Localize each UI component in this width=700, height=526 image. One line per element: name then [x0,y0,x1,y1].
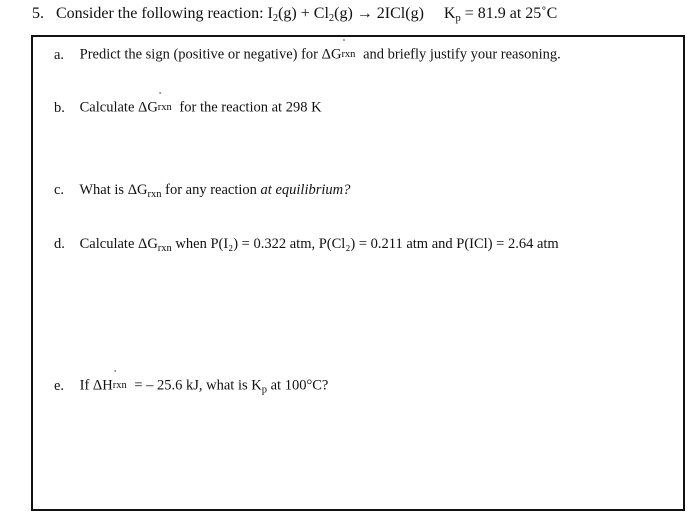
part-c: c. What is $\Delta G_{rxn}$ for any reaction at equilibrium? [54,182,351,200]
part-letter: c. [54,182,65,198]
emphasized-text: at equilibrium? [260,182,351,198]
part-text: Predict the sign (positive or negative) for ΔG [79,46,342,63]
part-letter: d. [54,236,65,252]
reaction-equation: $I_2(g) + Cl_2(g) \to 2ICl(g)$ [267,5,424,24]
part-text: What is ΔG [79,182,148,198]
part-b: b. Calculate ΔG ˚ rxn for the reaction at 298 K [54,91,322,116]
part-text: Calculate ΔG [79,236,158,252]
part-a: a. Predict the sign (positive or negative) for ΔG ˚ rxn and briefly justify your reasoning. [54,38,561,63]
part-letter: e. [54,377,65,394]
part-letter: a. [54,46,65,63]
part-text: If ΔH [79,377,113,394]
part-letter: b. [54,99,65,116]
question-number: 5. [32,5,44,22]
part-e: e. If ΔH ˚ rxn = – 25.6 kJ, what is $K_p$ at 100°C? [54,369,329,396]
part-d: d. Calculate $\Delta G_{rxn}$ when P(I₂) = 0.322 atm, P(Cl₂) = 0.211 atm and P(ICl) = 2.64 atm [54,236,559,254]
equilibrium-constant: $K_p = 81.9$ at 25˚C [443,5,558,24]
part-text: Calculate ΔG [79,99,158,116]
question-prompt: Consider the following reaction: [56,5,264,22]
question-header [32,5,557,24]
reaction-arrow: → [356,5,373,22]
